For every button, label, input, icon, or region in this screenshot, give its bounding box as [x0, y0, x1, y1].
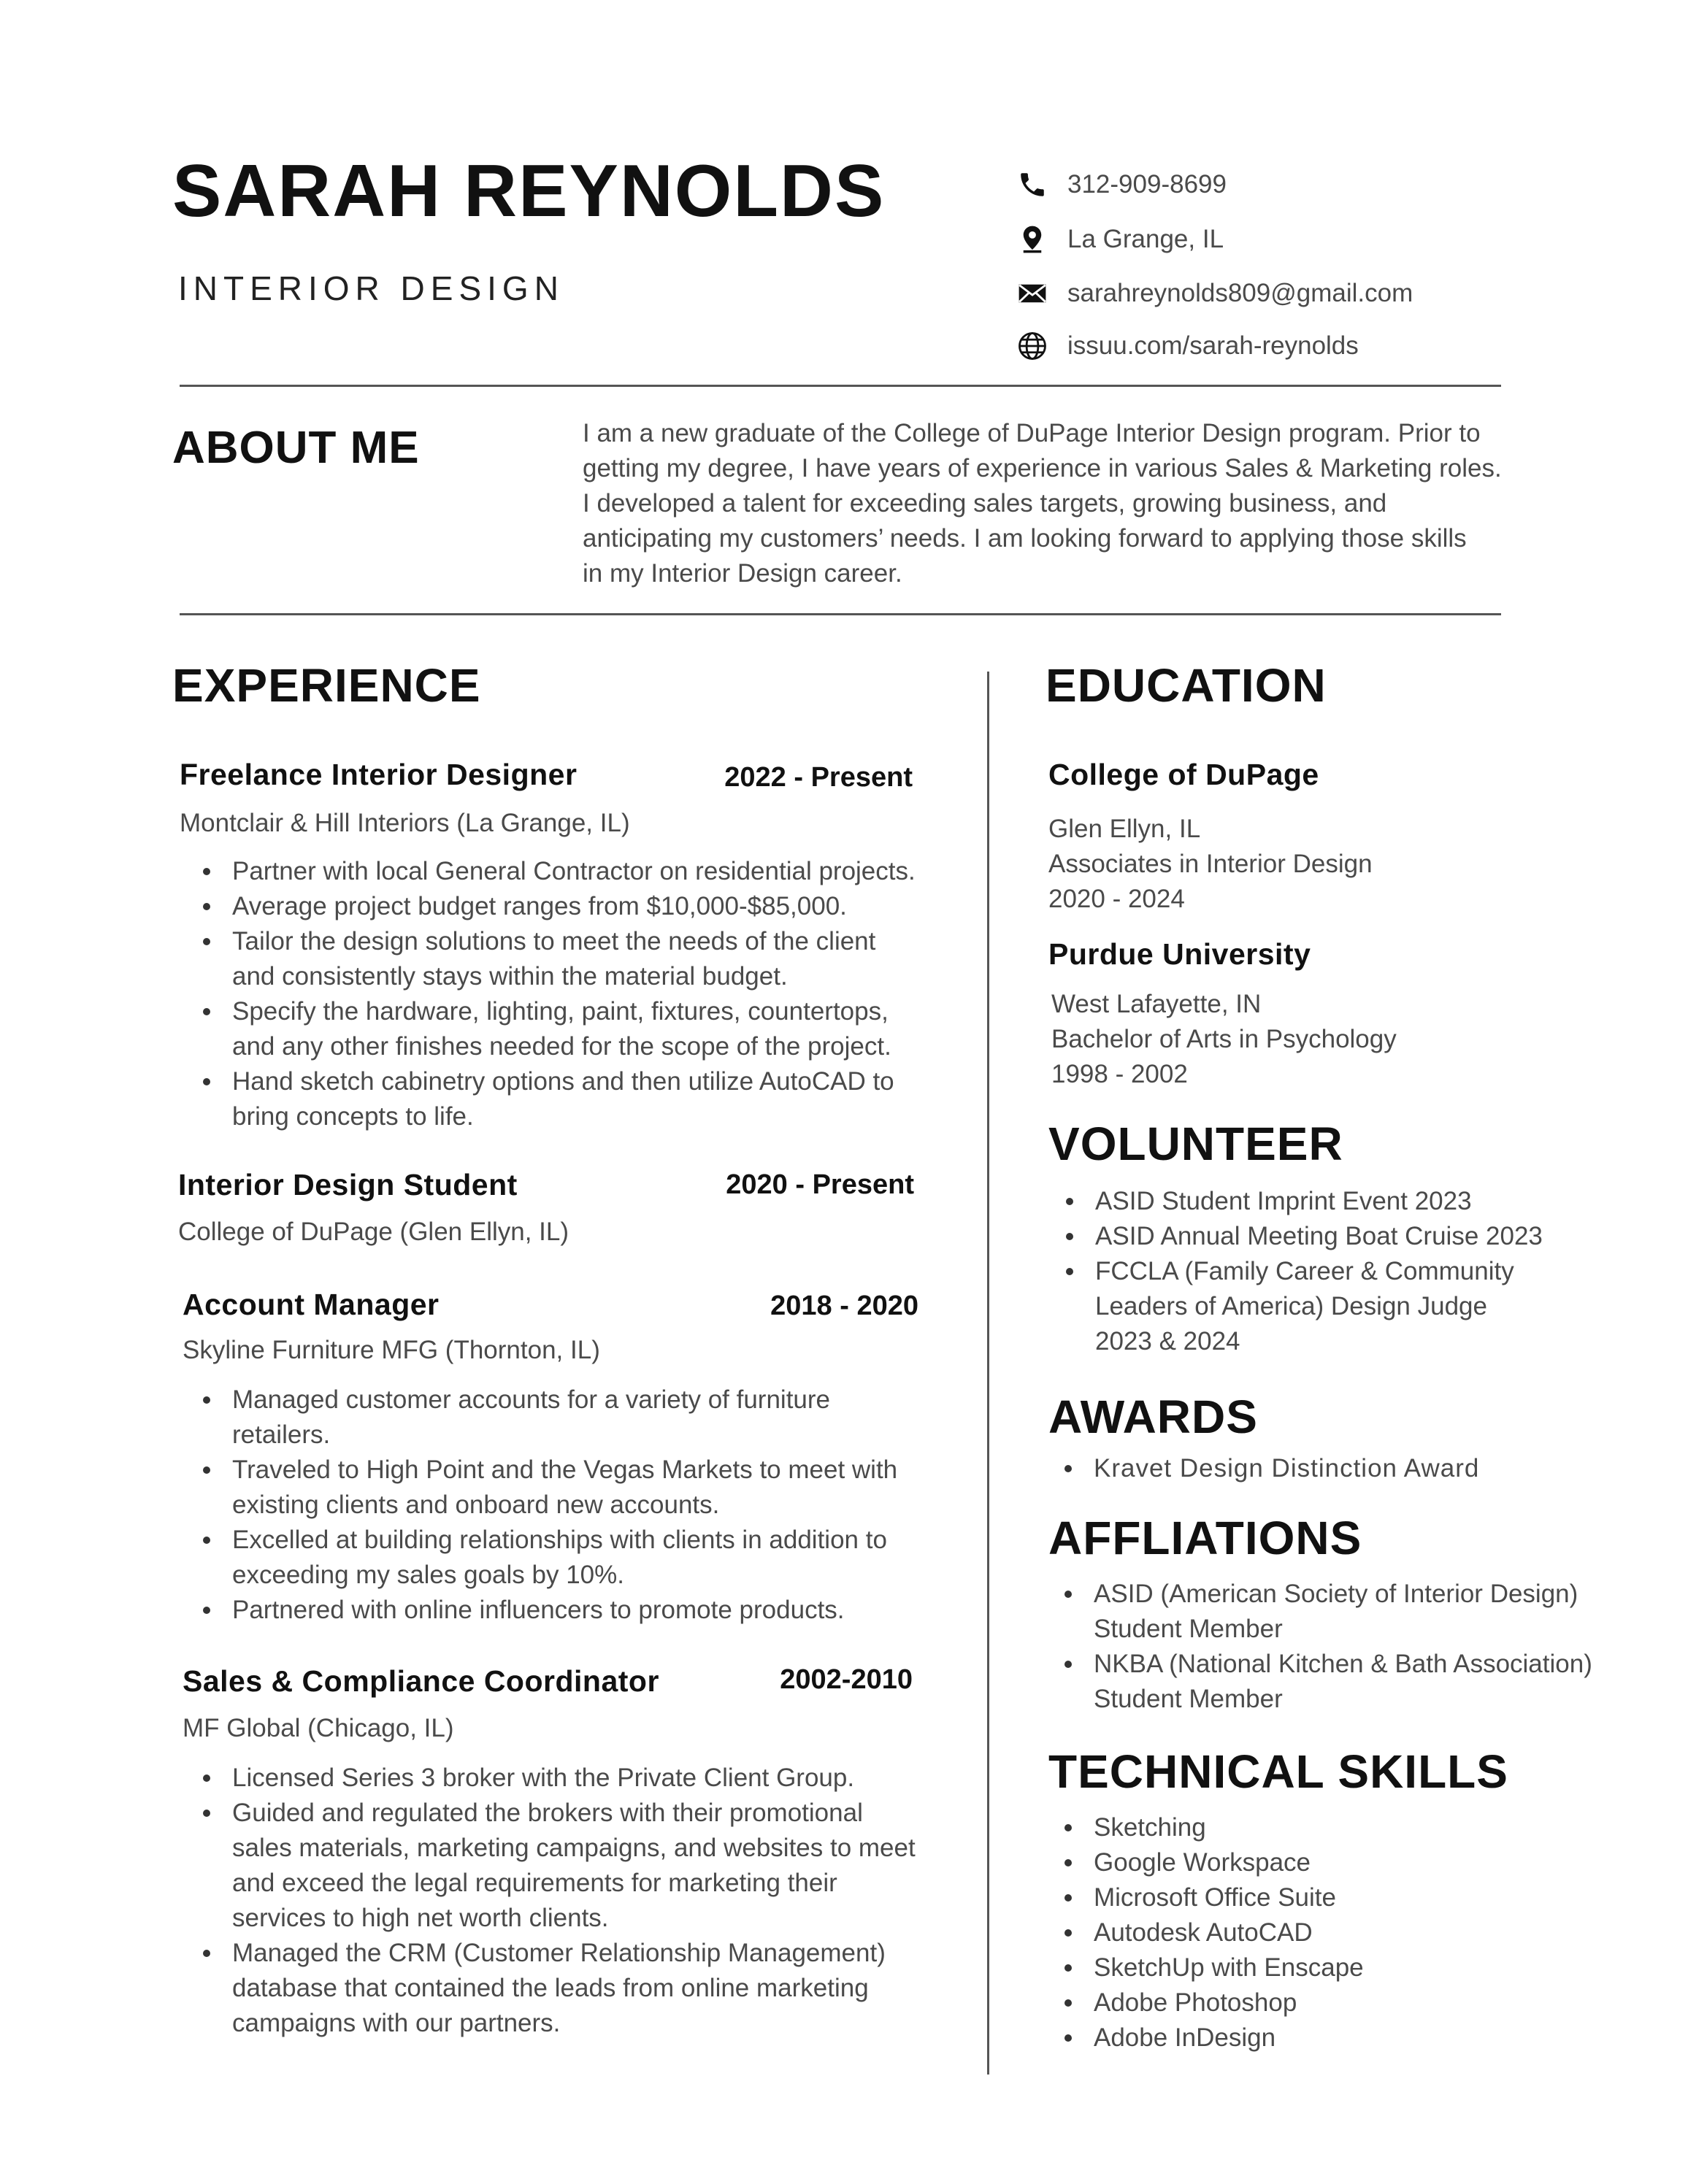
- bullet-text: ASID (American Society of Interior Design): [1094, 1580, 1578, 1608]
- about-line: getting my degree, I have years of experience in various Sales & Marketing roles.: [583, 454, 1502, 482]
- list-item: [232, 1523, 897, 1593]
- job-title: Account Manager: [183, 1288, 440, 1321]
- list-item: [232, 994, 916, 1064]
- email-text: sarahreynolds809@gmail.com: [1067, 279, 1413, 307]
- list-item: [1094, 1880, 1364, 1915]
- job-title: Sales & Compliance Coordinator: [183, 1664, 659, 1698]
- about-line: I developed a talent for exceeding sales targets, growing business, and: [583, 489, 1387, 518]
- job-date: 2002-2010: [780, 1664, 913, 1695]
- school-detail: West Lafayette, IN: [1051, 990, 1262, 1018]
- phone-icon: [1016, 169, 1048, 201]
- job-company: Montclair & Hill Interiors (La Grange, IL): [180, 809, 630, 837]
- bullet-text: Partner with local General Contractor on residential projects.: [232, 857, 916, 885]
- bullet-text: database that contained the leads from online marketing: [232, 1974, 869, 2002]
- bullet-text: Specify the hardware, lighting, paint, fixtures, countertops,: [232, 997, 889, 1026]
- divider-middle: [180, 613, 1501, 615]
- school-detail: Bachelor of Arts in Psychology: [1051, 1025, 1397, 1053]
- job-date: 2018 - 2020: [770, 1291, 918, 1321]
- bullet-text: and any other finishes needed for the scope of the project.: [232, 1032, 891, 1061]
- about-line: I am a new graduate of the College of DuPage Interior Design program. Prior to: [583, 419, 1481, 447]
- bullet-text: Excelled at building relationships with clients in addition to: [232, 1526, 887, 1554]
- bullet-text: Student Member: [1094, 1685, 1283, 1713]
- bullet-text: SketchUp with Enscape: [1094, 1953, 1364, 1982]
- list-item: [232, 1796, 916, 1936]
- job-date: 2020 - Present: [726, 1169, 914, 1200]
- bullet-text: Traveled to High Point and the Vegas Markets to meet with: [232, 1456, 898, 1484]
- skills-heading: TECHNICAL SKILLS: [1048, 1745, 1508, 1798]
- school-detail: 2020 - 2024: [1048, 885, 1185, 913]
- job-title: Freelance Interior Designer: [180, 758, 578, 791]
- list-item: [1095, 1219, 1543, 1254]
- school-detail: Glen Ellyn, IL: [1048, 815, 1201, 843]
- column-divider: [987, 672, 989, 2075]
- list-item: [1094, 1950, 1364, 1985]
- globe-icon: [1016, 330, 1048, 362]
- about-heading: ABOUT ME: [172, 423, 420, 473]
- list-item: [232, 1453, 897, 1523]
- list-item: [1094, 1451, 1479, 1486]
- job-date: 2022 - Present: [724, 762, 913, 793]
- bullet-text: Adobe Photoshop: [1094, 1988, 1297, 2017]
- bullet-text: Google Workspace: [1094, 1848, 1311, 1877]
- list-item: [1094, 1647, 1592, 1717]
- bullet-text: Kravet Design Distinction Award: [1094, 1454, 1480, 1483]
- contact-phone: [1016, 164, 1227, 205]
- awards-heading: AWARDS: [1048, 1391, 1258, 1443]
- contact-email: [1016, 273, 1413, 314]
- job-title: Interior Design Student: [178, 1168, 518, 1201]
- bullet-text: Sketching: [1094, 1813, 1206, 1842]
- job-bullets: [232, 1383, 897, 1628]
- school-details: [1051, 987, 1397, 1092]
- volunteer-heading: VOLUNTEER: [1048, 1118, 1343, 1170]
- list-item: [232, 1064, 916, 1134]
- envelope-icon: [1016, 277, 1048, 309]
- bullet-text: Adobe InDesign: [1094, 2023, 1276, 2052]
- divider-top: [180, 385, 1501, 387]
- list-item: [232, 1936, 916, 2041]
- bullet-text: Student Member: [1094, 1615, 1283, 1643]
- about-line: in my Interior Design career.: [583, 559, 902, 588]
- location-pin-icon: [1016, 223, 1048, 255]
- list-item: [1094, 1985, 1364, 2020]
- bullet-text: Average project budget ranges from $10,000-$85,000.: [232, 892, 847, 920]
- bullet-text: 2023 & 2024: [1095, 1327, 1240, 1356]
- list-item: [1094, 1845, 1364, 1880]
- school-details: [1048, 812, 1373, 917]
- bullet-text: exceeding my sales goals by 10%.: [232, 1561, 624, 1589]
- bullet-text: services to high net worth clients.: [232, 1904, 609, 1932]
- bullet-text: Hand sketch cabinetry options and then utilize AutoCAD to: [232, 1067, 894, 1096]
- about-line: anticipating my customers’ needs. I am looking forward to applying those skills: [583, 524, 1467, 553]
- bullet-text: retailers.: [232, 1420, 331, 1449]
- contact-location: [1016, 219, 1224, 260]
- bullet-text: FCCLA (Family Career & Community: [1095, 1257, 1514, 1285]
- bullet-text: ASID Student Imprint Event 2023: [1095, 1187, 1472, 1215]
- website-text: issuu.com/sarah-reynolds: [1067, 331, 1359, 360]
- bullet-text: campaigns with our partners.: [232, 2009, 561, 2037]
- bullet-text: bring concepts to life.: [232, 1102, 474, 1131]
- list-item: [232, 889, 916, 924]
- bullet-text: Guided and regulated the brokers with their promotional: [232, 1799, 863, 1827]
- affiliations-list: [1094, 1577, 1592, 1717]
- school-detail: 1998 - 2002: [1051, 1060, 1188, 1088]
- bullet-text: Partnered with online influencers to promote products.: [232, 1596, 845, 1624]
- bullet-text: Managed the CRM (Customer Relationship Management): [232, 1939, 886, 1967]
- bullet-text: existing clients and onboard new accounts.: [232, 1491, 720, 1519]
- school-name: College of DuPage: [1048, 758, 1319, 791]
- phone-text: 312-909-8699: [1067, 170, 1227, 199]
- list-item: [232, 1383, 897, 1453]
- awards-list: [1094, 1451, 1479, 1486]
- list-item: [1095, 1184, 1543, 1219]
- experience-heading: EXPERIENCE: [172, 659, 481, 712]
- job-company: Skyline Furniture MFG (Thornton, IL): [183, 1336, 600, 1364]
- bullet-text: ASID Annual Meeting Boat Cruise 2023: [1095, 1222, 1543, 1250]
- volunteer-list: [1095, 1184, 1543, 1359]
- affiliations-heading: AFFLIATIONS: [1048, 1512, 1362, 1564]
- bullet-text: Managed customer accounts for a variety of furniture: [232, 1385, 831, 1414]
- list-item: [1094, 1577, 1592, 1647]
- bullet-text: Tailor the design solutions to meet the needs of the client: [232, 927, 876, 956]
- bullet-text: Autodesk AutoCAD: [1094, 1918, 1313, 1947]
- bullet-text: and exceed the legal requirements for marketing their: [232, 1869, 837, 1897]
- candidate-name: SARAH REYNOLDS: [172, 150, 886, 232]
- bullet-text: NKBA (National Kitchen & Bath Association): [1094, 1650, 1592, 1678]
- school-detail: Associates in Interior Design: [1048, 850, 1373, 878]
- bullet-text: sales materials, marketing campaigns, and websites to meet: [232, 1834, 916, 1862]
- list-item: [232, 1593, 897, 1628]
- location-text: La Grange, IL: [1067, 225, 1224, 253]
- list-item: [1094, 1915, 1364, 1950]
- contact-website: [1016, 326, 1359, 366]
- candidate-title: INTERIOR DESIGN: [178, 269, 564, 307]
- list-item: [232, 1761, 916, 1796]
- education-heading: EDUCATION: [1046, 659, 1327, 712]
- bullet-text: Microsoft Office Suite: [1094, 1883, 1336, 1912]
- job-bullets: [232, 854, 916, 1134]
- about-text: [583, 416, 1510, 591]
- list-item: [1095, 1254, 1543, 1359]
- list-item: [232, 854, 916, 889]
- list-item: [1094, 2020, 1364, 2056]
- school-name: Purdue University: [1048, 937, 1311, 971]
- job-bullets: [232, 1761, 916, 2041]
- skills-list: [1094, 1810, 1364, 2056]
- bullet-text: and consistently stays within the material budget.: [232, 962, 788, 991]
- list-item: [1094, 1810, 1364, 1845]
- bullet-text: Licensed Series 3 broker with the Private Client Group.: [232, 1764, 855, 1792]
- job-company: MF Global (Chicago, IL): [183, 1714, 454, 1742]
- job-company: College of DuPage (Glen Ellyn, IL): [178, 1218, 569, 1246]
- bullet-text: Leaders of America) Design Judge: [1095, 1292, 1487, 1320]
- list-item: [232, 924, 916, 994]
